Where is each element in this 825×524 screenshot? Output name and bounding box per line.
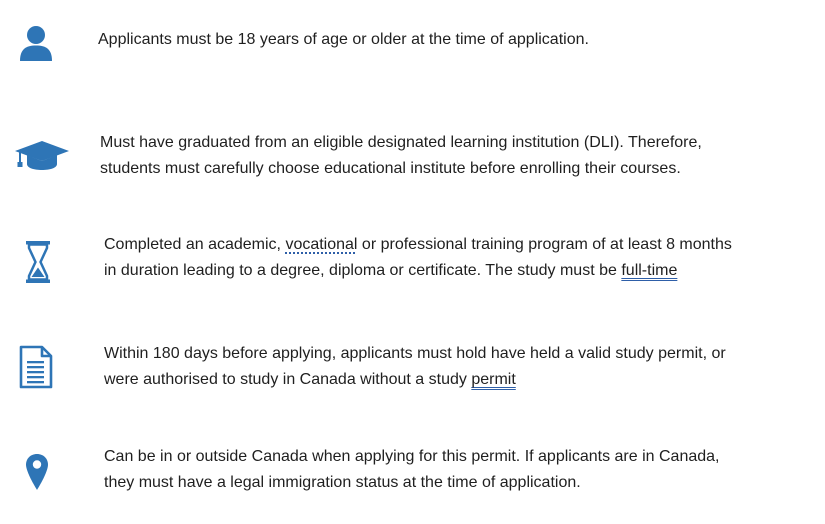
requirement-location bbox=[104, 444, 719, 496]
requirement-study-permit-line-1: Within 180 days before applying, applicants must hold have held a valid study permit, or bbox=[104, 345, 726, 362]
document-icon bbox=[19, 345, 53, 389]
requirement-study-permit-line-2-start: were authorised to study in Canada without a study bbox=[104, 371, 472, 388]
vocational-word: vocational bbox=[285, 236, 358, 253]
requirement-age-line-1: Applicants must be 18 years of age or older at the time of application. bbox=[98, 31, 589, 48]
location-pin-icon bbox=[25, 453, 49, 491]
hourglass-icon bbox=[25, 240, 51, 284]
requirement-program bbox=[104, 232, 732, 284]
requirement-dli-line-1: Must have graduated from an eligible designated learning institution (DLI). Therefore, bbox=[100, 134, 702, 151]
requirement-program-line-2-start: in duration leading to a degree, diploma or certificate. The study must be bbox=[104, 262, 622, 279]
requirement-location-line-1: Can be in or outside Canada when applying for this permit. If applicants are in Canada, bbox=[104, 448, 720, 465]
graduation-cap-icon bbox=[14, 139, 70, 171]
requirement-location-line-2: they must have a legal immigration status at the time of application. bbox=[104, 474, 581, 491]
requirement-study-permit-line-2 bbox=[104, 367, 726, 393]
permit-word: permit bbox=[471, 371, 516, 388]
person-icon bbox=[18, 25, 54, 63]
full-time-word: full-time bbox=[621, 262, 678, 279]
requirement-age bbox=[98, 27, 589, 53]
requirement-program-line-1 bbox=[104, 232, 732, 258]
requirement-dli bbox=[100, 130, 702, 182]
requirement-program-line-2 bbox=[104, 258, 732, 284]
requirement-dli-line-2: students must carefully choose educational institute before enrolling their courses. bbox=[100, 160, 681, 177]
requirement-study-permit bbox=[104, 341, 726, 393]
requirement-program-line-1-end: or professional training program of at least 8 months bbox=[357, 236, 732, 253]
requirement-program-line-1-start: Completed an academic, bbox=[104, 236, 286, 253]
